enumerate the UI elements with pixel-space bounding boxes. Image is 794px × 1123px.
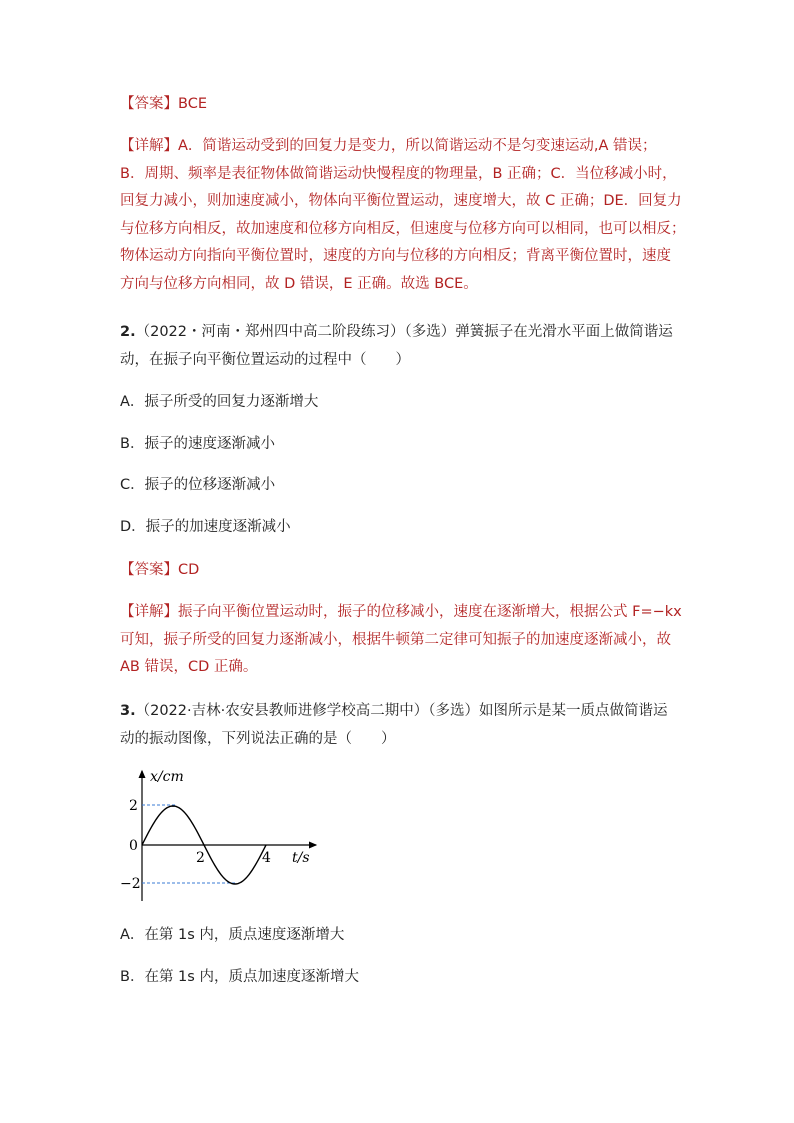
detail-line: 物体运动方向指向平衡位置时，速度的方向与位移的方向相反；背离平衡位置时，速度 xyxy=(120,248,671,264)
option-d: D．振子的加速度逐渐减小 xyxy=(120,519,291,535)
answer-value: BCE xyxy=(178,96,207,112)
option-c: C．振子的位移逐渐减小 xyxy=(120,477,276,493)
detail-line: 方向与位移方向相同，故 D 错误，E 正确。故选 BCE。 xyxy=(120,275,478,292)
y-axis-label: x/cm xyxy=(150,769,184,785)
detail-line: 可知，振子所受的回复力逐渐减小，根据牛顿第二定律可知振子的加速度逐渐减小，故 xyxy=(120,631,671,648)
x-tick-4: 4 xyxy=(262,850,271,866)
x-axis-label: t/s xyxy=(292,850,310,866)
question-text: （2022·吉林·农安县教师进修学校高二期中）（多选）如图所示是某一质点做简谐运 xyxy=(135,703,668,719)
detail-label: 【详解】 xyxy=(120,604,178,620)
vibration-graph xyxy=(120,765,360,905)
option-a: A．振子所受的回复力逐渐增大 xyxy=(120,394,319,410)
detail-2 xyxy=(120,599,680,682)
question-number: 2. xyxy=(120,324,136,340)
option-b: B．振子的速度逐渐减小 xyxy=(120,436,275,452)
answer-1 xyxy=(120,91,680,119)
y-tick-0: 0 xyxy=(129,838,138,854)
detail-line: AB 错误，CD 正确。 xyxy=(120,659,258,675)
answer-2 xyxy=(120,557,680,585)
detail-line: B．周期、频率是表征物体做简谐运动快慢程度的物理量，B 正确；C．当位移减小时， xyxy=(120,165,677,182)
answer-label: 【答案】 xyxy=(120,562,178,578)
detail-line: 振子向平衡位置运动时，振子的位移减小，速度在逐渐增大，根据公式 F=−kx xyxy=(178,604,682,620)
answer-label: 【答案】 xyxy=(120,96,178,112)
question-text: （2022・河南・郑州四中高二阶段练习）（多选）弹簧振子在光滑水平面上做简谐运 xyxy=(135,324,673,340)
question-3 xyxy=(120,698,680,753)
question-text: 动，在振子向平衡位置运动的过程中（ ） xyxy=(120,351,410,368)
detail-label: 【详解】 xyxy=(120,138,178,154)
question-number: 3. xyxy=(120,703,136,719)
detail-1 xyxy=(120,133,686,298)
detail-line: 回复力减小，则加速度减小，物体向平衡位置运动，速度增大，故 C 正确；DE．回复力 xyxy=(120,193,682,209)
question-2 xyxy=(120,319,680,374)
answer-value: CD xyxy=(178,562,200,578)
x-tick-2: 2 xyxy=(196,850,205,866)
question-text: 动的振动图像，下列说法正确的是（ ） xyxy=(120,730,396,747)
detail-line: A．简谐运动受到的回复力是变力，所以简谐运动不是匀变速运动,A 错误； xyxy=(178,138,657,154)
y-tick-2: 2 xyxy=(129,798,138,814)
option-b: B．在第 1s 内，质点加速度逐渐增大 xyxy=(120,969,359,985)
detail-line: 与位移方向相反，故加速度和位移方向相反，但速度与位移方向可以相同，也可以相反； xyxy=(120,220,686,237)
option-a: A．在第 1s 内，质点速度逐渐增大 xyxy=(120,927,345,943)
y-tick-neg2: −2 xyxy=(120,876,141,892)
